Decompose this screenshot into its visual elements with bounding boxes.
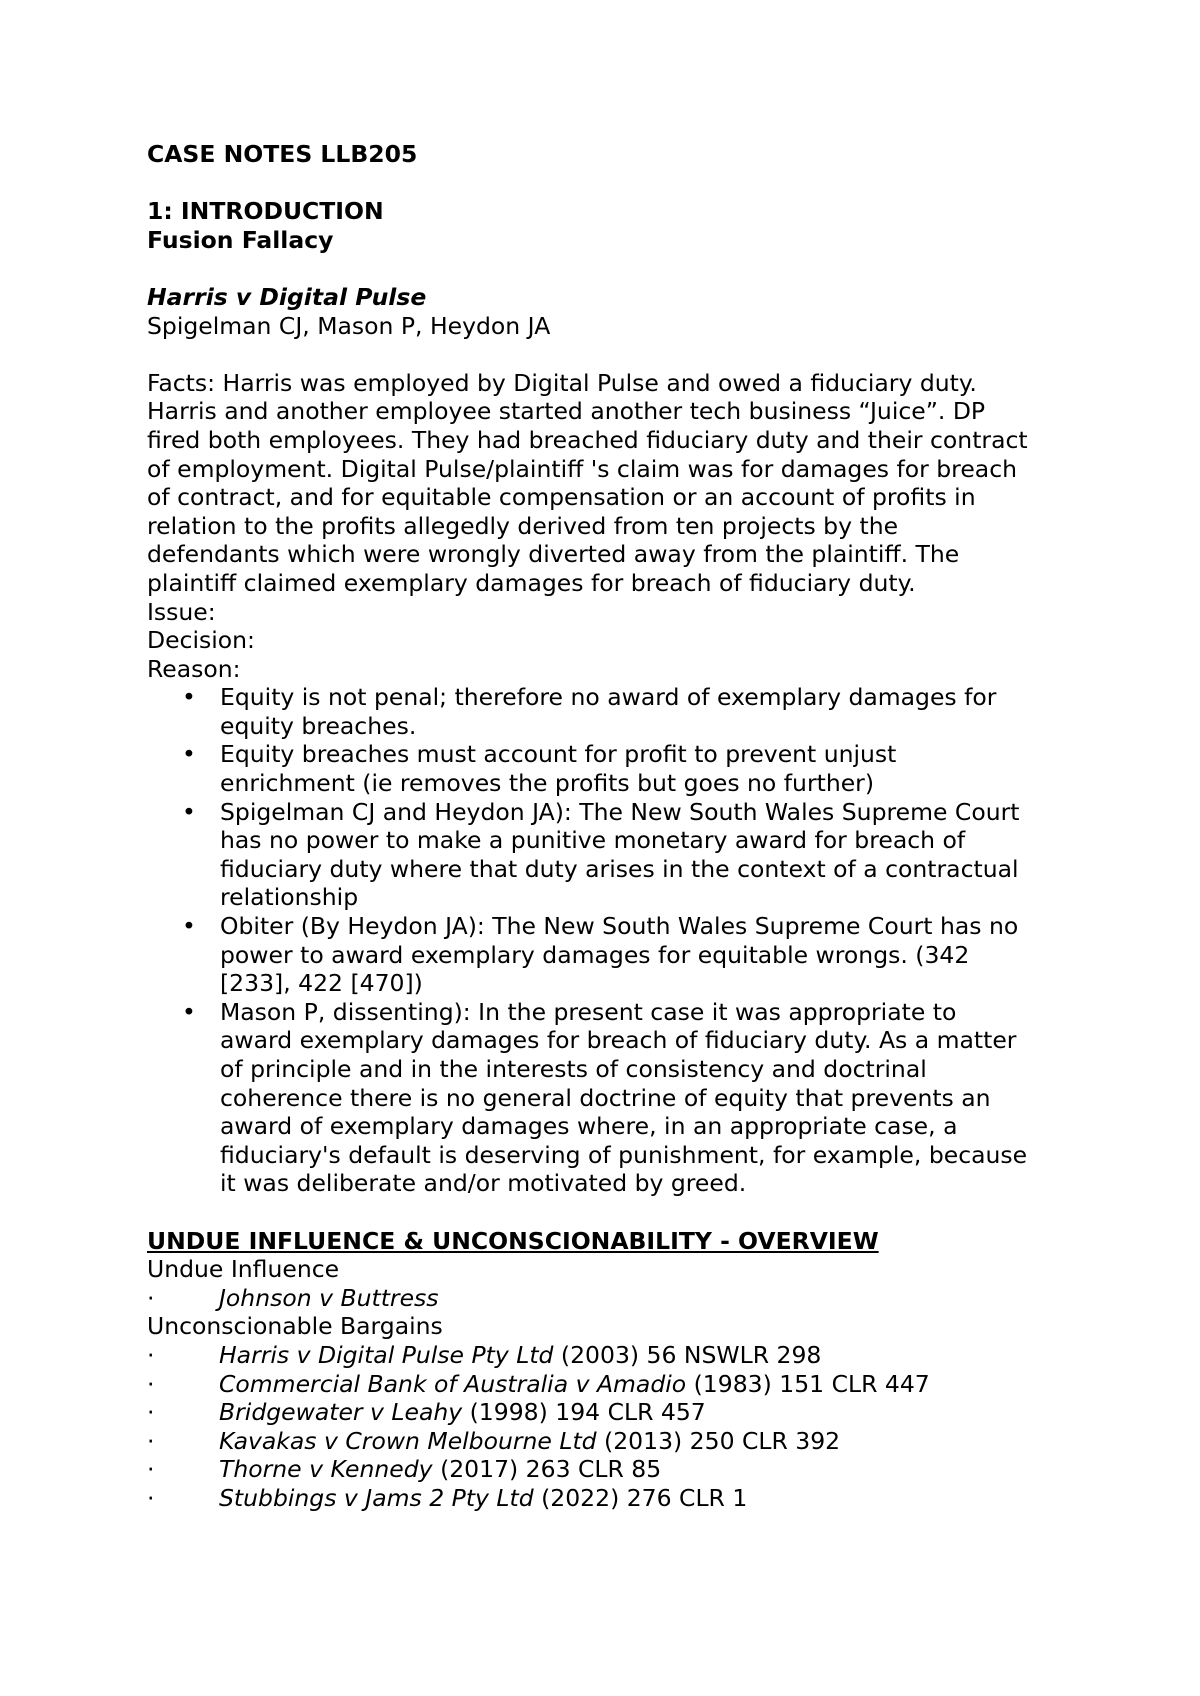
reason-line: equity breaches.: [220, 711, 417, 740]
overview-heading: UNDUE INFLUENCE & UNCONSCIONABILITY - OVERVIEW: [147, 1226, 879, 1255]
facts-line: of employment. Digital Pulse/plaintiff 's claim was for damages for breach: [147, 454, 1018, 483]
case-title: Harris v Digital Pulse: [147, 282, 427, 311]
facts-paragraph: [147, 369, 1077, 598]
case-citation: (2003) 56 NSWLR 298: [553, 1340, 822, 1369]
case-citation: (1998) 194 CLR 457: [462, 1398, 706, 1427]
spacer: [147, 1198, 1077, 1227]
reason-line: fiduciary duty where that duty arises in the context of a contractual: [220, 854, 1019, 883]
document-page: [147, 140, 1077, 1513]
list-item: [147, 1455, 1077, 1484]
list-item: [147, 740, 1077, 797]
section-heading: 1: INTRODUCTION: [147, 197, 384, 226]
middle-dot-icon: ·: [147, 1340, 155, 1369]
list-item: [147, 912, 1077, 998]
reason-line: Equity breaches must account for profit to prevent unjust: [220, 740, 897, 769]
case-name: Johnson v Buttress: [219, 1283, 439, 1312]
bullet-icon: •: [182, 740, 196, 769]
bullet-icon: •: [182, 683, 196, 712]
case-name: Commercial Bank of Australia v Amadio: [219, 1369, 687, 1398]
reason-line: award of exemplary damages where, in an appropriate case, a: [220, 1112, 958, 1141]
facts-line: fired both employees. They had breached fiduciary duty and their contract: [147, 425, 1028, 454]
reason-line: Equity is not penal; therefore no award of exemplary damages for: [220, 683, 997, 712]
list-item: [147, 1427, 1077, 1456]
facts-line: Facts: Harris was employed by Digital Pulse and owed a fiduciary duty.: [147, 368, 977, 397]
middle-dot-icon: ·: [147, 1483, 155, 1512]
undue-influence-cases: [147, 1284, 1077, 1313]
reason-line: has no power to make a punitive monetary award for breach of: [220, 826, 966, 855]
bullet-icon: •: [182, 912, 196, 941]
reason-line: Obiter (By Heydon JA): The New South Wales Supreme Court has no: [220, 912, 1019, 941]
reason-line: it was deliberate and/or motivated by greed.: [220, 1169, 747, 1198]
case-citation: (2022) 276 CLR 1: [533, 1483, 748, 1512]
case-judges: Spigelman CJ, Mason P, Heydon JA: [147, 311, 551, 340]
reason-line: relationship: [220, 883, 359, 912]
reason-line: Mason P, dissenting): In the present case it was appropriate to: [220, 997, 957, 1026]
case-citation: (1983) 151 CLR 447: [686, 1369, 930, 1398]
list-item: [147, 798, 1077, 912]
reason-line: of principle and in the interests of consistency and doctrinal: [220, 1055, 927, 1083]
reasons-list: [147, 683, 1077, 1198]
spacer: [147, 254, 1077, 283]
reason-line: Spigelman CJ and Heydon JA): The New South Wales Supreme Court: [220, 797, 1020, 826]
list-item: [147, 1484, 1077, 1513]
reason-line: enrichment (ie removes the profits but goes no further): [220, 769, 874, 798]
middle-dot-icon: ·: [147, 1283, 155, 1312]
facts-line: Harris and another employee started another tech business “Juice”. DP: [147, 397, 986, 426]
bullet-icon: •: [182, 797, 196, 826]
list-item: [147, 1398, 1077, 1427]
reason-label: Reason:: [147, 654, 241, 683]
reason-line: coherence there is no general doctrine of equity that prevents an: [220, 1083, 991, 1112]
reason-line: power to award exemplary damages for equitable wrongs. (342: [220, 940, 970, 969]
case-name: Thorne v Kennedy: [219, 1455, 433, 1484]
unconscionable-cases: [147, 1341, 1077, 1513]
middle-dot-icon: ·: [147, 1369, 155, 1398]
section-subheading: Fusion Fallacy: [147, 225, 334, 254]
case-citation: (2013) 250 CLR 392: [596, 1426, 841, 1455]
list-item: [147, 1341, 1077, 1370]
list-item: [147, 1370, 1077, 1399]
reason-line: [233], 422 [470]): [220, 969, 423, 998]
document-title: CASE NOTES LLB205: [147, 140, 418, 168]
facts-line: relation to the profits allegedly derived from ten projects by the: [147, 511, 899, 540]
list-item: [147, 683, 1077, 740]
case-name: Bridgewater v Leahy: [219, 1398, 463, 1427]
case-name: Harris v Digital Pulse Pty Ltd: [219, 1340, 554, 1369]
facts-line: plaintiff claimed exemplary damages for breach of fiduciary duty.: [147, 568, 916, 597]
spacer: [147, 169, 1077, 198]
case-name: Kavakas v Crown Melbourne Ltd: [219, 1426, 597, 1455]
unconscionable-label: Unconscionable Bargains: [147, 1312, 443, 1341]
list-item: [147, 998, 1077, 1198]
bullet-icon: •: [182, 997, 196, 1026]
reason-line: award exemplary damages for breach of fiduciary duty. As a matter: [220, 1026, 1017, 1055]
list-item: [147, 1284, 1077, 1313]
issue-label: Issue:: [147, 597, 216, 626]
middle-dot-icon: ·: [147, 1398, 155, 1427]
facts-line: of contract, and for equitable compensation or an account of profits in: [147, 483, 976, 512]
case-name: Stubbings v Jams 2 Pty Ltd: [219, 1483, 534, 1512]
decision-label: Decision:: [147, 626, 255, 655]
spacer: [147, 340, 1077, 369]
facts-line: defendants which were wrongly diverted away from the plaintiff. The: [147, 540, 960, 569]
middle-dot-icon: ·: [147, 1455, 155, 1484]
case-citation: (2017) 263 CLR 85: [432, 1455, 662, 1484]
middle-dot-icon: ·: [147, 1426, 155, 1455]
reason-line: fiduciary's default is deserving of punishment, for example, because: [220, 1140, 1028, 1169]
undue-influence-label: Undue Influence: [147, 1255, 340, 1284]
